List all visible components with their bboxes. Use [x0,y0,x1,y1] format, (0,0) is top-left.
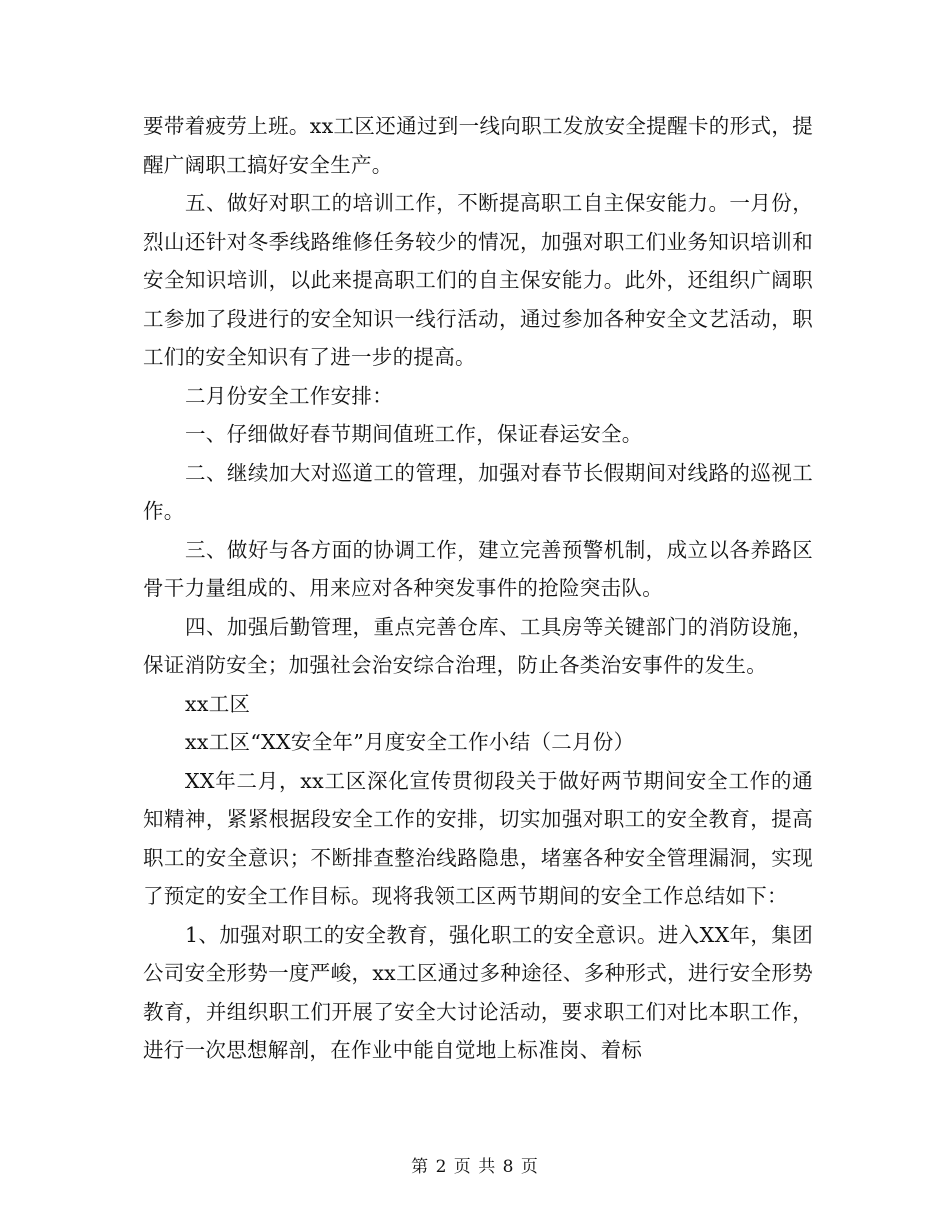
section-heading: 二月份安全工作安排： [185,383,393,408]
document-body [143,107,813,1070]
list-item: 一、仔细做好春节期间值班工作，保证春运安全。 [185,422,643,446]
paragraph: 1、加强对职工的安全教育，强化职工的安全意识。进入XX年，集团公司安全形势一度严峻，xx工区通过多种途径、多种形式，进行安全形势教育，并组织职工们开展了安全大讨论活动，要求职工们对比本职工作，进行一次思想解剖，在作业中能自觉地上标准岗、着标 [143,922,813,1062]
list-item: 二、继续加大对巡道工的管理，加强对春节长假期间对线路的巡视工作。 [143,460,813,523]
report-title: xx工区“XX安全年”月度安全工作小结（二月份） [185,730,635,754]
list-item: 三、做好与各方面的协调工作，建立完善预警机制，成立以各养路区骨干力量组成的、用来应对各种突发事件的抢险突击队。 [143,537,813,600]
paragraph: 五、做好对职工的培训工作，不断提高职工自主保安能力。一月份，烈山还针对冬季线路维修任务较少的情况，加强对职工们业务知识培训和安全知识培训，以此来提高职工们的自主保安能力。此外，还组织广阔职工参加了段进行的安全知识一线行活动，通过参加各种安全文艺活动，职工们的安全知识有了进一步的提高。 [143,191,813,369]
page-number: 第 2 页 共 8 页 [411,1157,539,1177]
paragraph: XX年二月，xx工区深化宣传贯彻段关于做好两节期间安全工作的通知精神，紧紧根据段安全工作的安排，切实加强对职工的安全教育，提高职工的安全意识；不断排查整治线路隐患，堵塞各种安全管理漏洞，实现了预定的安全工作目标。现将我领工区两节期间的安全工作总结如下： [143,768,813,908]
paragraph: 要带着疲劳上班。xx工区还通过到一线向职工发放安全提醒卡的形式，提醒广阔职工搞好安全生产。 [143,114,813,177]
signature-line: xx工区 [185,691,251,716]
list-item: 四、加强后勤管理，重点完善仓库、工具房等关键部门的消防设施，保证消防安全；加强社会治安综合治理，防止各类治安事件的发生。 [143,614,813,677]
